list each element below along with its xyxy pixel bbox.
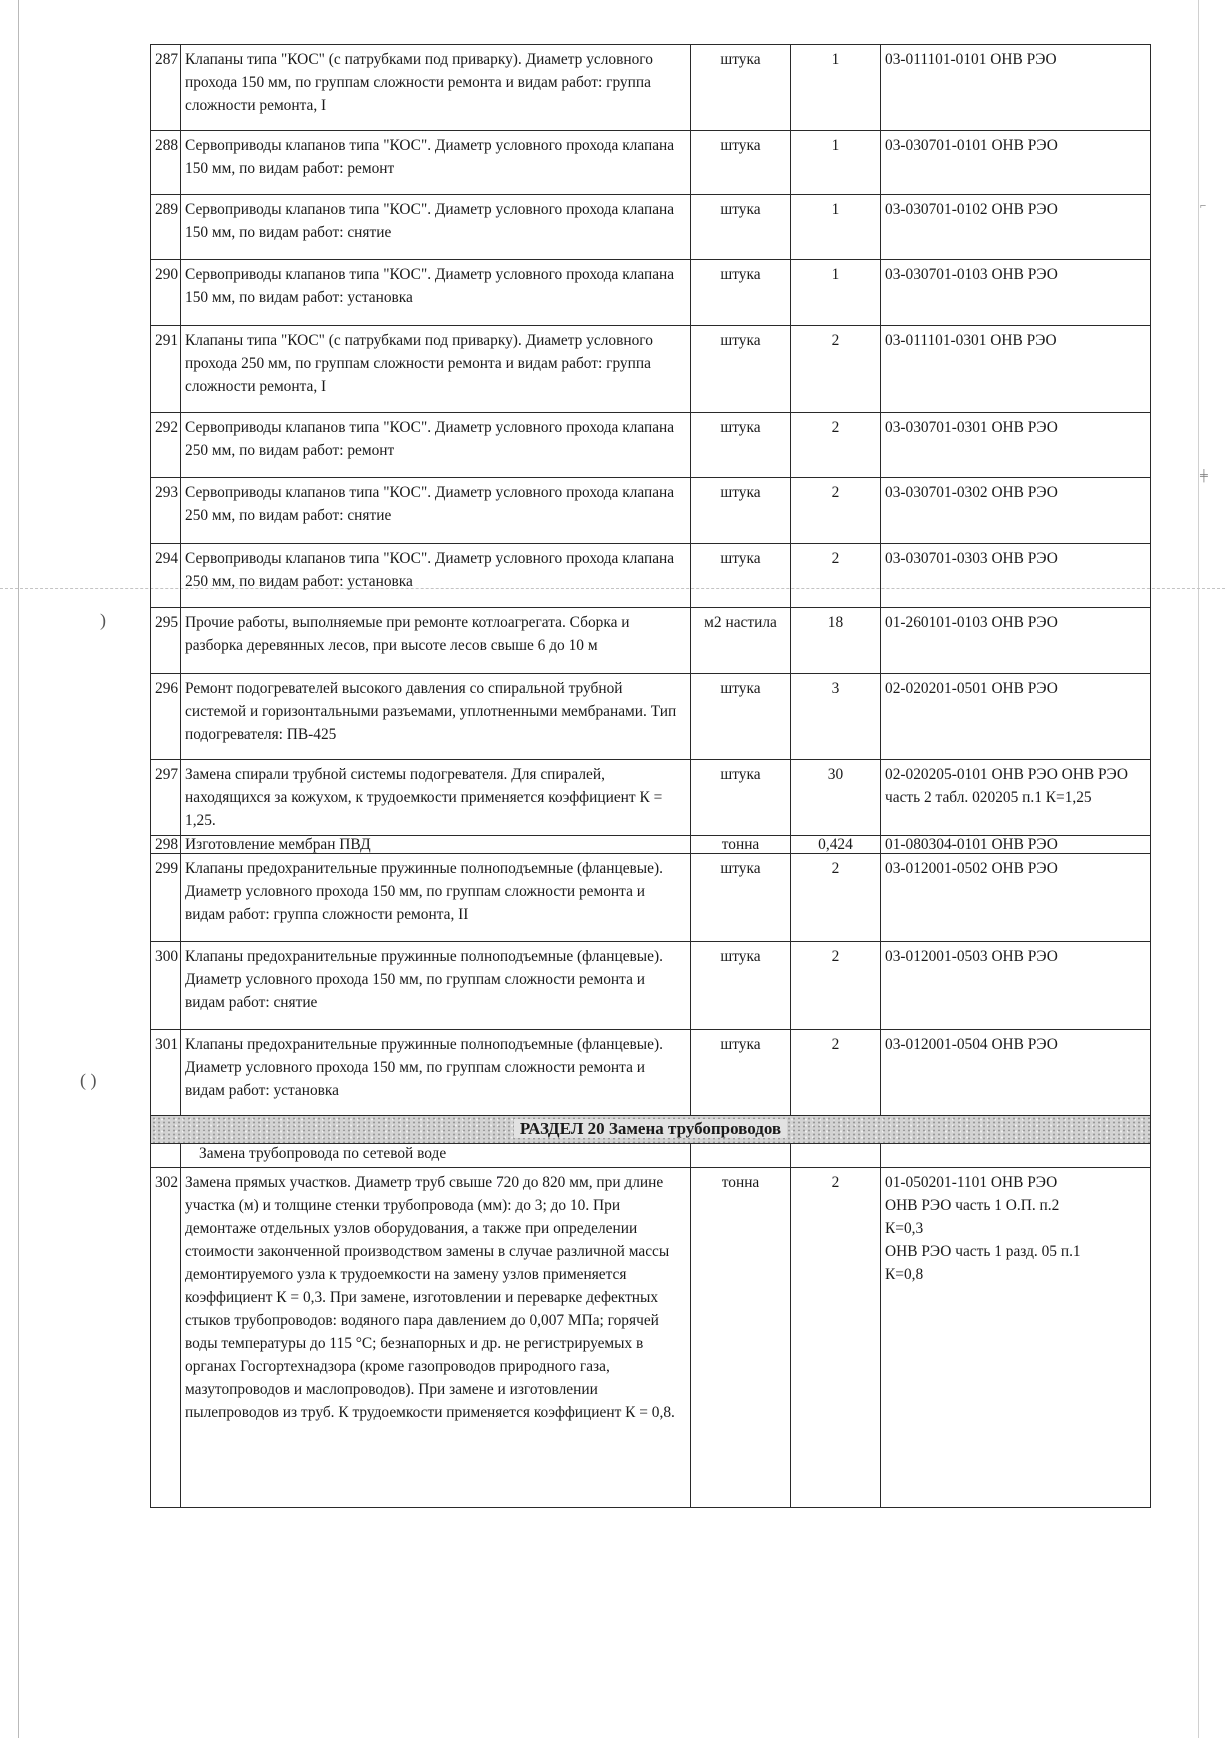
- norm-code-cell: 03-012001-0503 ОНВ РЭО: [881, 942, 1151, 1030]
- unit-cell: штука: [691, 942, 791, 1030]
- row-number: 299: [151, 854, 181, 942]
- quantity-cell: 1: [791, 260, 881, 326]
- row-number: 292: [151, 413, 181, 478]
- table-row: [151, 413, 1151, 478]
- unit-cell: штука: [691, 131, 791, 195]
- unit-cell: штука: [691, 413, 791, 478]
- norm-code-cell: 03-030701-0103 ОНВ РЭО: [881, 260, 1151, 326]
- empty-cell: [881, 1144, 1151, 1168]
- quantity-cell: 2: [791, 413, 881, 478]
- quantity-cell: 2: [791, 854, 881, 942]
- norm-code-cell: 02-020201-0501 ОНВ РЭО: [881, 674, 1151, 760]
- row-number: 293: [151, 478, 181, 544]
- row-number: 294: [151, 544, 181, 608]
- unit-cell: штука: [691, 260, 791, 326]
- unit-cell: штука: [691, 854, 791, 942]
- empty-cell: [151, 1144, 181, 1168]
- work-description: Ремонт подогревателей высокого давления со спиральной трубной системой и горизонтальными разъемами, уплотненными мембранами. Тип подогревателя: ПВ-425: [181, 674, 691, 760]
- work-description: Клапаны типа "КОС" (с патрубками под приварку). Диаметр условного прохода 250 мм, по группам сложности ремонта и видам работ: группа сложности ремонта, I: [181, 326, 691, 413]
- quantity-cell: 2: [791, 326, 881, 413]
- norm-code-cell: 03-012001-0504 ОНВ РЭО: [881, 1030, 1151, 1116]
- row-number: 301: [151, 1030, 181, 1116]
- row-number: 297: [151, 760, 181, 836]
- quantity-cell: 2: [791, 1030, 881, 1116]
- table-row: [151, 45, 1151, 131]
- table-row: [151, 544, 1151, 608]
- work-description: Сервоприводы клапанов типа "КОС". Диаметр условного прохода клапана 250 мм, по видам работ: установка: [181, 544, 691, 608]
- norm-code-cell: 03-011101-0301 ОНВ РЭО: [881, 326, 1151, 413]
- table-row: [151, 836, 1151, 854]
- norm-code-cell: 01-080304-0101 ОНВ РЭО: [881, 836, 1151, 854]
- quantity-cell: 30: [791, 760, 881, 836]
- section-title: [151, 1116, 1151, 1144]
- work-description: Клапаны предохранительные пружинные полноподъемные (фланцевые). Диаметр условного прохода 150 мм, по группам сложности ремонта и видам работ: снятие: [181, 942, 691, 1030]
- work-description: Сервоприводы клапанов типа "КОС". Диаметр условного прохода клапана 150 мм, по видам работ: установка: [181, 260, 691, 326]
- unit-cell: тонна: [691, 1168, 791, 1508]
- row-number: 298: [151, 836, 181, 854]
- quantity-cell: 0,424: [791, 836, 881, 854]
- row-number: 300: [151, 942, 181, 1030]
- work-description: Сервоприводы клапанов типа "КОС". Диаметр условного прохода клапана 150 мм, по видам работ: ремонт: [181, 131, 691, 195]
- section-header-row: [151, 1116, 1151, 1144]
- table-row: [151, 1030, 1151, 1116]
- row-number: 287: [151, 45, 181, 131]
- norm-code-cell: 03-012001-0502 ОНВ РЭО: [881, 854, 1151, 942]
- table-row: [151, 478, 1151, 544]
- row-number: 302: [151, 1168, 181, 1508]
- unit-cell: штука: [691, 478, 791, 544]
- unit-cell: штука: [691, 544, 791, 608]
- table-row: [151, 260, 1151, 326]
- unit-cell: штука: [691, 326, 791, 413]
- table-row: [151, 854, 1151, 942]
- norm-code-cell: 02-020205-0101 ОНВ РЭО ОНВ РЭО часть 2 табл. 020205 п.1 К=1,25: [881, 760, 1151, 836]
- norm-code-line: К=0,3: [885, 1220, 924, 1237]
- norm-code-cell: 03-030701-0301 ОНВ РЭО: [881, 413, 1151, 478]
- quantity-cell: 1: [791, 195, 881, 260]
- quantity-cell: 2: [791, 478, 881, 544]
- unit-cell: штука: [691, 760, 791, 836]
- table-row: [151, 1168, 1151, 1508]
- unit-cell: тонна: [691, 836, 791, 854]
- table-row: [151, 674, 1151, 760]
- table-row: [151, 942, 1151, 1030]
- table-row: [151, 195, 1151, 260]
- work-description: Изготовление мембран ПВД: [181, 836, 691, 854]
- unit-cell: штука: [691, 674, 791, 760]
- quantity-cell: 2: [791, 1168, 881, 1508]
- work-description: Сервоприводы клапанов типа "КОС". Диаметр условного прохода клапана 150 мм, по видам работ: снятие: [181, 195, 691, 260]
- works-table-body: [151, 45, 1151, 1508]
- norm-code-cell: 03-030701-0102 ОНВ РЭО: [881, 195, 1151, 260]
- unit-cell: штука: [691, 1030, 791, 1116]
- quantity-cell: 2: [791, 942, 881, 1030]
- norm-code-line: ОНВ РЭО часть 1 разд. 05 п.1: [885, 1243, 1081, 1260]
- norm-code-cell: 01-260101-0103 ОНВ РЭО: [881, 608, 1151, 674]
- empty-cell: [691, 1144, 791, 1168]
- subsection-row: [151, 1144, 1151, 1168]
- table-row: [151, 608, 1151, 674]
- works-table: [150, 44, 1151, 1508]
- quantity-cell: 3: [791, 674, 881, 760]
- quantity-cell: 2: [791, 544, 881, 608]
- norm-code-line: К=0,8: [885, 1266, 924, 1283]
- row-number: 288: [151, 131, 181, 195]
- scan-speck: ( ): [80, 1070, 97, 1090]
- norm-code-line: 01-050201-1101 ОНВ РЭО: [885, 1174, 1058, 1191]
- norm-code-cell: 03-030701-0101 ОНВ РЭО: [881, 131, 1151, 195]
- row-number: 289: [151, 195, 181, 260]
- work-description: Клапаны предохранительные пружинные полноподъемные (фланцевые). Диаметр условного прохода 150 мм, по группам сложности ремонта и видам работ: группа сложности ремонта, II: [181, 854, 691, 942]
- norm-code-cell: 03-011101-0101 ОНВ РЭО: [881, 45, 1151, 131]
- table-row: [151, 760, 1151, 836]
- row-number: 296: [151, 674, 181, 760]
- quantity-cell: 1: [791, 131, 881, 195]
- work-description: Прочие работы, выполняемые при ремонте котлоагрегата. Сборка и разборка деревянных лесов, при высоте лесов свыше 6 до 10 м: [181, 608, 691, 674]
- section-title-text: РАЗДЕЛ 20 Замена трубопроводов: [514, 1119, 787, 1138]
- work-description: Клапаны типа "КОС" (с патрубками под приварку). Диаметр условного прохода 150 мм, по группам сложности ремонта и видам работ: группа сложности ремонта, I: [181, 45, 691, 131]
- row-number: 290: [151, 260, 181, 326]
- norm-code-cell: 03-030701-0302 ОНВ РЭО: [881, 478, 1151, 544]
- table-row: [151, 131, 1151, 195]
- quantity-cell: 1: [791, 45, 881, 131]
- subsection-title: Замена трубопровода по сетевой воде: [181, 1144, 691, 1168]
- scan-speck: ): [100, 610, 106, 630]
- work-description: Клапаны предохранительные пружинные полноподъемные (фланцевые). Диаметр условного прохода 150 мм, по группам сложности ремонта и видам работ: установка: [181, 1030, 691, 1116]
- row-number: 295: [151, 608, 181, 674]
- norm-code-cell: 03-030701-0303 ОНВ РЭО: [881, 544, 1151, 608]
- unit-cell: штука: [691, 45, 791, 131]
- unit-cell: штука: [691, 195, 791, 260]
- scan-left-edge: [18, 0, 19, 1738]
- unit-cell: м2 настила: [691, 608, 791, 674]
- table-row: [151, 326, 1151, 413]
- quantity-cell: 18: [791, 608, 881, 674]
- work-description: Сервоприводы клапанов типа "КОС". Диаметр условного прохода клапана 250 мм, по видам работ: снятие: [181, 478, 691, 544]
- work-description: Замена спирали трубной системы подогревателя. Для спиралей, находящихся за кожухом, к трудоемкости применяется коэффициент К = 1,25.: [181, 760, 691, 836]
- work-description: Сервоприводы клапанов типа "КОС". Диаметр условного прохода клапана 250 мм, по видам работ: ремонт: [181, 413, 691, 478]
- scan-right-edge: [1198, 0, 1199, 1738]
- scan-edge-mark: ⌐: [1200, 200, 1207, 212]
- work-description: Замена прямых участков. Диаметр труб свыше 720 до 820 мм, при длине участка (м) и толщине стенки трубопровода (мм): до 3; до 10. При демонтаже отдельных узлов оборудования, а также при определении стоимости законченной производством замены в случае различной массы демонтируемого узла к трудоемкости на замену узлов применяется коэффициент К = 0,3. При замене, изготовлении и переварке дефектных стыков трубопроводов: водяного пара давлением до 0,007 МПа; горячей воды температуры до 115 °С; безнапорных и др. не регистрируемых в органах Госгортехнадзора (кроме газопроводов природного газа, мазутопроводов и маслопроводов). При замене и изготовлении пылепроводов из труб. К трудоемкости применяется коэффициент К = 0,8.: [181, 1168, 691, 1508]
- norm-code-cell: [881, 1168, 1151, 1508]
- scan-edge-mark: ╪: [1200, 470, 1208, 482]
- empty-cell: [791, 1144, 881, 1168]
- row-number: 291: [151, 326, 181, 413]
- norm-code-line: ОНВ РЭО часть 1 О.П. п.2: [885, 1197, 1060, 1214]
